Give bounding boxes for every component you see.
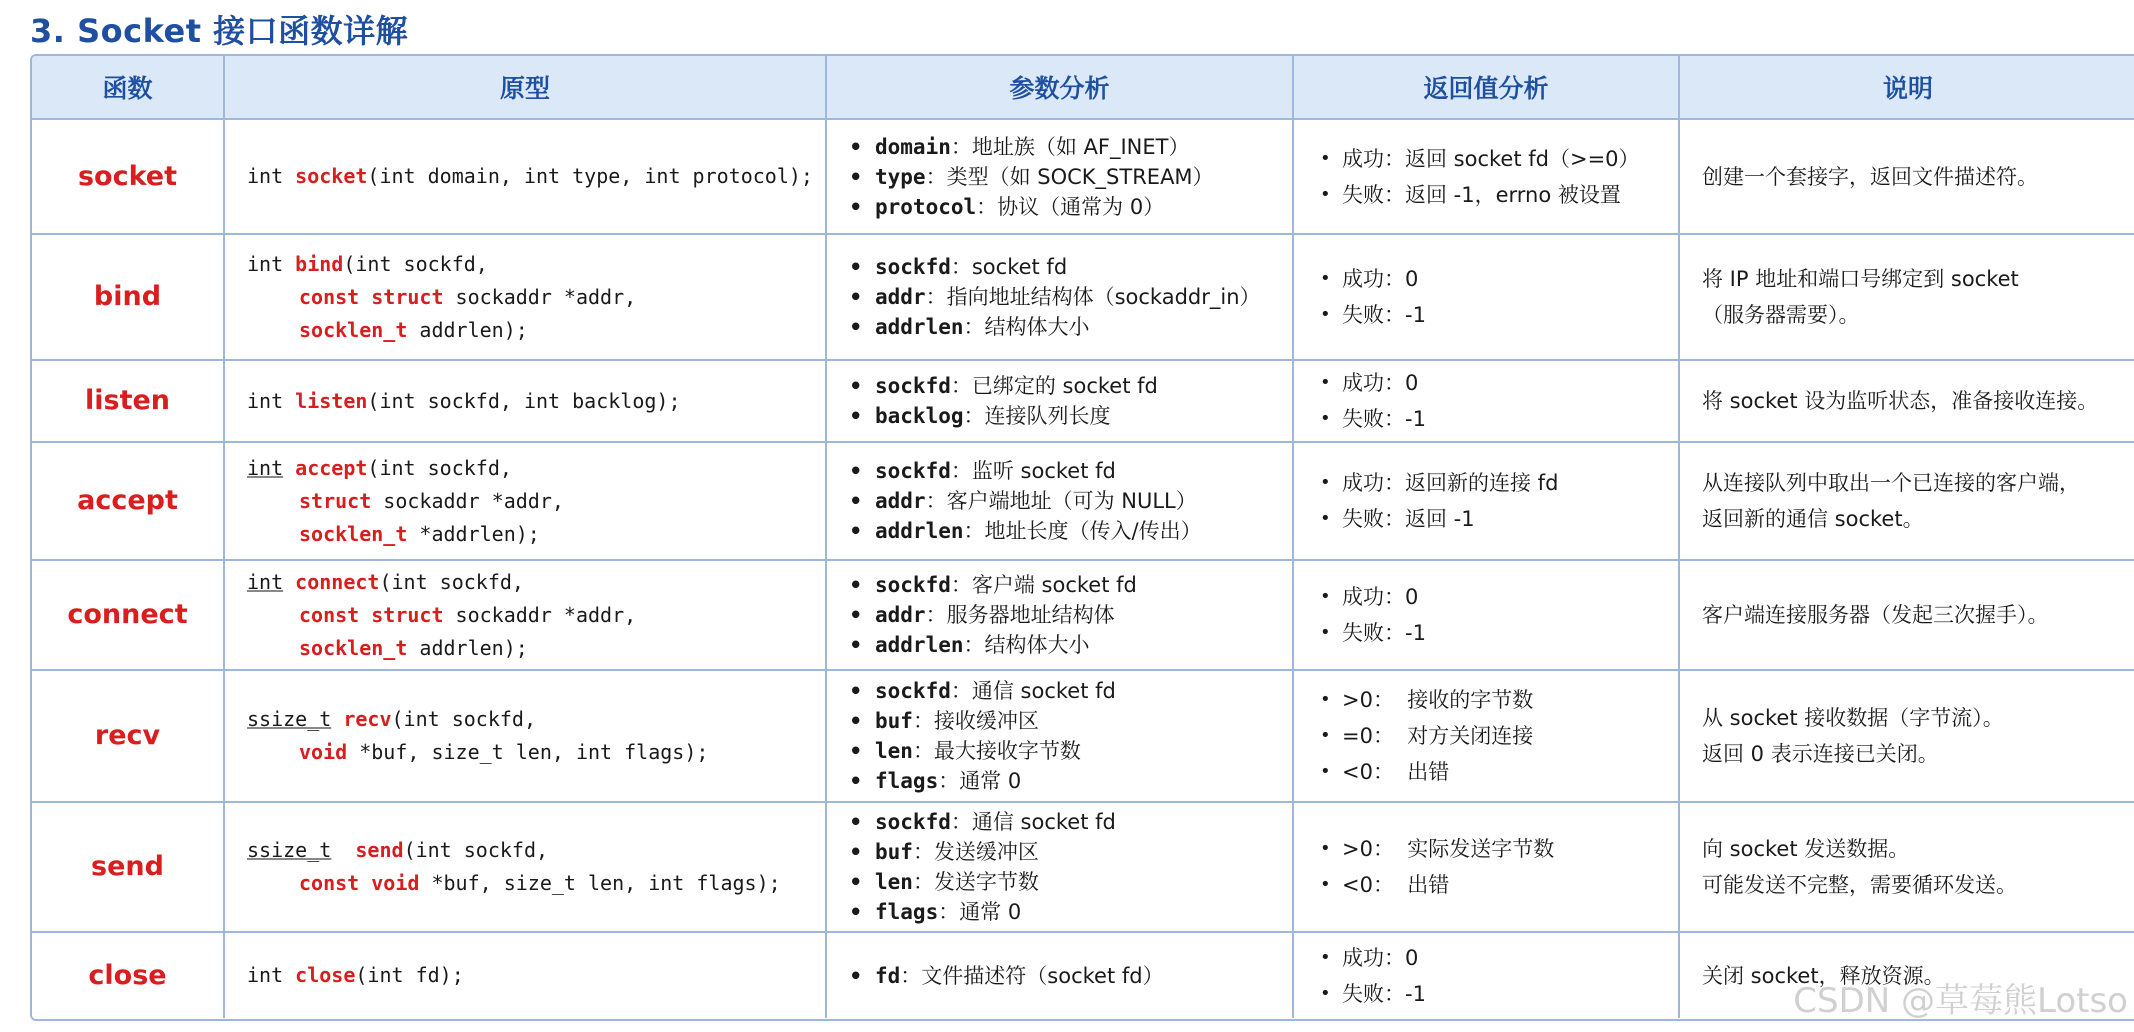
return-analysis (1293, 560, 1679, 670)
parameter-name: sockfd (875, 573, 951, 597)
parameter-name: sockfd (875, 679, 951, 703)
prototype-text: int (247, 963, 296, 987)
function-prototype (224, 442, 826, 560)
parameter-name: addrlen (875, 315, 964, 339)
table-row (32, 119, 2134, 234)
description-line: 创建一个套接字，返回文件描述符。 (1702, 164, 2038, 189)
table-row (32, 442, 2134, 560)
header-prototype: 原型 (224, 56, 826, 119)
prototype-function-name: socket (295, 164, 368, 188)
return-item: • <0： 出错 (1316, 867, 1678, 903)
parameter-item (849, 897, 1292, 927)
parameter-name: addr (875, 489, 926, 513)
return-analysis (1293, 442, 1679, 560)
prototype-keyword: socklen_t (299, 317, 408, 342)
return-item: • 成功：0 (1316, 940, 1678, 976)
return-list (1316, 940, 1678, 1012)
parameter-text: ：发送缓冲区 (912, 840, 1039, 864)
return-item: • >0： 接收的字节数 (1316, 682, 1678, 718)
function-prototype (224, 932, 826, 1018)
prototype-line (247, 518, 825, 551)
prototype-line (247, 160, 825, 193)
parameter-name: addrlen (875, 633, 964, 657)
prototype-text: int (247, 388, 296, 413)
parameter-item (849, 766, 1292, 796)
prototype-text: *addrlen); (407, 521, 540, 546)
parameter-name: flags (875, 900, 939, 924)
function-prototype (224, 119, 826, 234)
parameter-text: ：发送字节数 (912, 870, 1039, 894)
parameter-item (849, 162, 1292, 192)
parameter-item (849, 486, 1292, 516)
prototype-text: int (247, 251, 296, 276)
function-prototype (224, 560, 826, 670)
return-analysis (1293, 360, 1679, 442)
parameter-analysis (826, 670, 1293, 802)
description (1679, 360, 2134, 442)
description (1679, 670, 2134, 802)
return-analysis (1293, 670, 1679, 802)
table-row (32, 802, 2134, 932)
header-return: 返回值分析 (1293, 56, 1679, 119)
function-prototype (224, 234, 826, 360)
parameter-name: type (875, 164, 926, 189)
return-list (1316, 261, 1678, 333)
parameter-text: ：客户端地址（可为 NULL） (925, 489, 1197, 513)
prototype-line (247, 867, 825, 900)
return-item: • 失败：返回 -1，errno 被设置 (1316, 177, 1678, 213)
return-item: • <0： 出错 (1316, 754, 1678, 790)
parameter-item (849, 600, 1292, 630)
parameter-item (849, 312, 1292, 342)
prototype-text: sockaddr *addr, (443, 602, 637, 627)
parameter-text: ：已绑定的 socket fd (950, 374, 1158, 398)
parameter-name: addrlen (875, 519, 964, 543)
parameter-name: addr (875, 603, 926, 627)
description-line: 可能发送不完整，需要循环发送。 (1702, 873, 2017, 897)
header-description: 说明 (1679, 56, 2134, 119)
description-line: 将 socket 设为监听状态，准备接收连接。 (1702, 389, 2099, 413)
parameter-name: domain (875, 134, 951, 159)
prototype-line (247, 959, 825, 992)
parameter-text: ：类型（如 SOCK_STREAM） (925, 164, 1214, 189)
prototype-function-name: accept (295, 455, 368, 480)
return-analysis (1293, 119, 1679, 234)
function-name: listen (32, 360, 224, 442)
description-line: 从 socket 接收数据（字节流）。 (1702, 706, 2004, 730)
function-prototype (224, 670, 826, 802)
prototype-line (247, 632, 825, 665)
table-row (32, 560, 2134, 670)
description-line: （服务器需要）。 (1702, 303, 1860, 327)
parameter-text: ：通常 0 (938, 900, 1022, 924)
prototype-line (247, 703, 825, 736)
table-row (32, 234, 2134, 360)
parameter-name: buf (875, 709, 913, 733)
return-list (1316, 682, 1678, 790)
parameter-item (849, 192, 1292, 222)
function-name: recv (32, 670, 224, 802)
function-name: accept (32, 442, 224, 560)
parameter-name: fd (875, 963, 901, 988)
description-line: 关闭 socket，释放资源。 (1702, 963, 1945, 988)
parameter-name: sockfd (875, 810, 951, 834)
prototype-text (283, 456, 295, 480)
prototype-text: (int sockfd, (343, 251, 488, 276)
prototype-keyword: const struct (299, 602, 444, 627)
description-line: 返回新的通信 socket。 (1702, 507, 1924, 531)
parameter-item (849, 282, 1292, 312)
parameter-text: ：通信 socket fd (950, 679, 1116, 703)
prototype-function-name: listen (295, 388, 368, 413)
header-params: 参数分析 (826, 56, 1293, 119)
description-line: 客户端连接服务器（发起三次握手）。 (1702, 603, 2049, 627)
prototype-text: *buf, size_t len, int flags); (419, 871, 781, 895)
return-item: • 失败：-1 (1316, 615, 1678, 651)
parameter-name: backlog (875, 404, 964, 428)
prototype-text: sockaddr *addr, (443, 284, 637, 309)
function-prototype (224, 360, 826, 442)
prototype-text: int (247, 569, 284, 594)
parameter-analysis (826, 360, 1293, 442)
parameter-text: ：服务器地址结构体 (925, 603, 1115, 627)
description (1679, 234, 2134, 360)
prototype-text: (int sockfd, (379, 569, 524, 594)
description-line: 从连接队列中取出一个已连接的客户端， (1702, 471, 2080, 495)
parameter-item (849, 252, 1292, 282)
parameter-item (849, 706, 1292, 736)
prototype-text: int (247, 455, 284, 480)
parameter-analysis (826, 442, 1293, 560)
parameter-item (849, 371, 1292, 401)
description-line: 返回 0 表示连接已关闭。 (1702, 742, 1939, 766)
return-list (1316, 365, 1678, 437)
prototype-text: (int sockfd, (403, 838, 549, 862)
return-analysis (1293, 234, 1679, 360)
return-analysis (1293, 932, 1679, 1018)
return-list (1316, 141, 1678, 213)
prototype-line (247, 314, 825, 347)
prototype-function-name: connect (295, 569, 380, 594)
header-function: 函数 (32, 56, 224, 119)
parameter-text: ：socket fd (950, 255, 1068, 279)
parameter-item (849, 867, 1292, 897)
table-row (32, 360, 2134, 442)
function-name: socket (32, 119, 224, 234)
prototype-keyword: socklen_t (299, 635, 408, 660)
prototype-text: (int sockfd, int backlog); (367, 388, 681, 413)
description (1679, 442, 2134, 560)
function-name: close (32, 932, 224, 1018)
prototype-text (283, 570, 295, 594)
prototype-text: (int domain, int type, int protocol); (367, 164, 813, 188)
prototype-text: (int fd); (355, 963, 464, 987)
table-header-row (32, 56, 2134, 119)
return-item: • 成功：返回 socket fd（>=0） (1316, 141, 1678, 177)
parameter-item (849, 837, 1292, 867)
return-item: • >0： 实际发送字节数 (1316, 831, 1678, 867)
parameter-item (849, 736, 1292, 766)
prototype-text (331, 838, 355, 862)
parameter-analysis (826, 234, 1293, 360)
parameter-item (849, 961, 1292, 991)
parameter-list (827, 570, 1292, 660)
prototype-line (247, 452, 825, 485)
parameter-item (849, 132, 1292, 162)
parameter-text: ：通信 socket fd (950, 810, 1116, 834)
table-row (32, 670, 2134, 802)
return-list (1316, 831, 1678, 903)
parameter-item (849, 570, 1292, 600)
parameter-text: ：监听 socket fd (950, 459, 1116, 483)
return-list (1316, 579, 1678, 651)
parameter-list (827, 252, 1292, 342)
parameter-name: flags (875, 769, 939, 793)
prototype-keyword: socklen_t (299, 521, 408, 546)
prototype-text: addrlen); (407, 317, 528, 342)
prototype-text: int (247, 164, 296, 188)
parameter-text: ：结构体大小 (963, 315, 1090, 339)
prototype-text: ssize_t (247, 838, 332, 862)
return-analysis (1293, 802, 1679, 932)
return-item: • 成功：0 (1316, 261, 1678, 297)
parameter-name: sockfd (875, 459, 951, 483)
parameter-text: ：客户端 socket fd (950, 573, 1137, 597)
parameter-text: ：连接队列长度 (963, 404, 1111, 428)
parameter-analysis (826, 802, 1293, 932)
prototype-keyword: const struct (299, 284, 444, 309)
prototype-text (331, 707, 343, 731)
prototype-function-name: close (295, 963, 356, 987)
parameter-item (849, 676, 1292, 706)
parameter-item (849, 516, 1292, 546)
prototype-text: ssize_t (247, 707, 332, 731)
parameter-text: ：文件描述符（socket fd） (900, 963, 1164, 988)
return-item: • =0： 对方关闭连接 (1316, 718, 1678, 754)
prototype-line (247, 736, 825, 769)
prototype-line (247, 281, 825, 314)
return-item: • 失败：-1 (1316, 297, 1678, 333)
return-item: • 成功：0 (1316, 365, 1678, 401)
prototype-function-name: send (355, 838, 404, 862)
parameter-name: addr (875, 285, 926, 309)
prototype-line (247, 599, 825, 632)
parameter-text: ：指向地址结构体（sockaddr_in） (925, 285, 1261, 309)
function-name: connect (32, 560, 224, 670)
prototype-line (247, 248, 825, 281)
return-item: • 失败：返回 -1 (1316, 501, 1678, 537)
prototype-keyword: const void (299, 871, 420, 895)
prototype-line (247, 834, 825, 867)
parameter-analysis (826, 560, 1293, 670)
api-table (32, 56, 2134, 1018)
watermark: CSDN @草莓熊Lotso (1793, 981, 2128, 1021)
parameter-text: ：接收缓冲区 (912, 709, 1039, 733)
parameter-text: ：地址族（如 AF_INET） (950, 134, 1190, 159)
description (1679, 119, 2134, 234)
return-item: • 成功：0 (1316, 579, 1678, 615)
prototype-text: (int sockfd, (367, 455, 512, 480)
return-item: • 失败：-1 (1316, 401, 1678, 437)
prototype-line (247, 566, 825, 599)
prototype-line (247, 385, 825, 418)
return-item: • 成功：返回新的连接 fd (1316, 465, 1678, 501)
parameter-text: ：协议（通常为 0） (976, 194, 1165, 219)
parameter-text: ：最大接收字节数 (912, 739, 1081, 763)
prototype-keyword: struct (299, 488, 372, 513)
prototype-line (247, 485, 825, 518)
parameter-item (849, 401, 1292, 431)
parameter-name: buf (875, 840, 913, 864)
page-title: 3. Socket 接口函数详解 (30, 12, 409, 50)
parameter-item (849, 630, 1292, 660)
parameter-list (827, 676, 1292, 796)
parameter-item (849, 456, 1292, 486)
function-name: send (32, 802, 224, 932)
parameter-item (849, 807, 1292, 837)
parameter-text: ：地址长度（传入/传出） (963, 519, 1202, 543)
parameter-name: len (875, 870, 913, 894)
parameter-text: ：通常 0 (938, 769, 1022, 793)
description (1679, 802, 2134, 932)
function-name: bind (32, 234, 224, 360)
description-line: 将 IP 地址和端口号绑定到 socket (1702, 267, 2019, 291)
return-item: • 失败：-1 (1316, 976, 1678, 1012)
function-prototype (224, 802, 826, 932)
parameter-analysis (826, 932, 1293, 1018)
parameter-name: sockfd (875, 374, 951, 398)
api-table-frame (30, 54, 2134, 1021)
prototype-function-name: bind (295, 251, 344, 276)
parameter-text: ：结构体大小 (963, 633, 1090, 657)
parameter-list (827, 961, 1292, 991)
prototype-text: *buf, size_t len, int flags); (347, 740, 709, 764)
parameter-name: protocol (875, 194, 977, 219)
table-body (32, 119, 2134, 1018)
prototype-keyword: void (299, 740, 348, 764)
prototype-text: sockaddr *addr, (371, 488, 564, 513)
parameter-name: sockfd (875, 255, 951, 279)
parameter-list (827, 132, 1292, 222)
prototype-text: (int sockfd, (391, 707, 537, 731)
parameter-list (827, 807, 1292, 927)
parameter-list (827, 456, 1292, 546)
parameter-name: len (875, 739, 913, 763)
prototype-function-name: recv (343, 707, 392, 731)
parameter-analysis (826, 119, 1293, 234)
parameter-list (827, 371, 1292, 431)
prototype-text: addrlen); (407, 635, 528, 660)
description-line: 向 socket 发送数据。 (1702, 837, 1910, 861)
description (1679, 560, 2134, 670)
return-list (1316, 465, 1678, 537)
